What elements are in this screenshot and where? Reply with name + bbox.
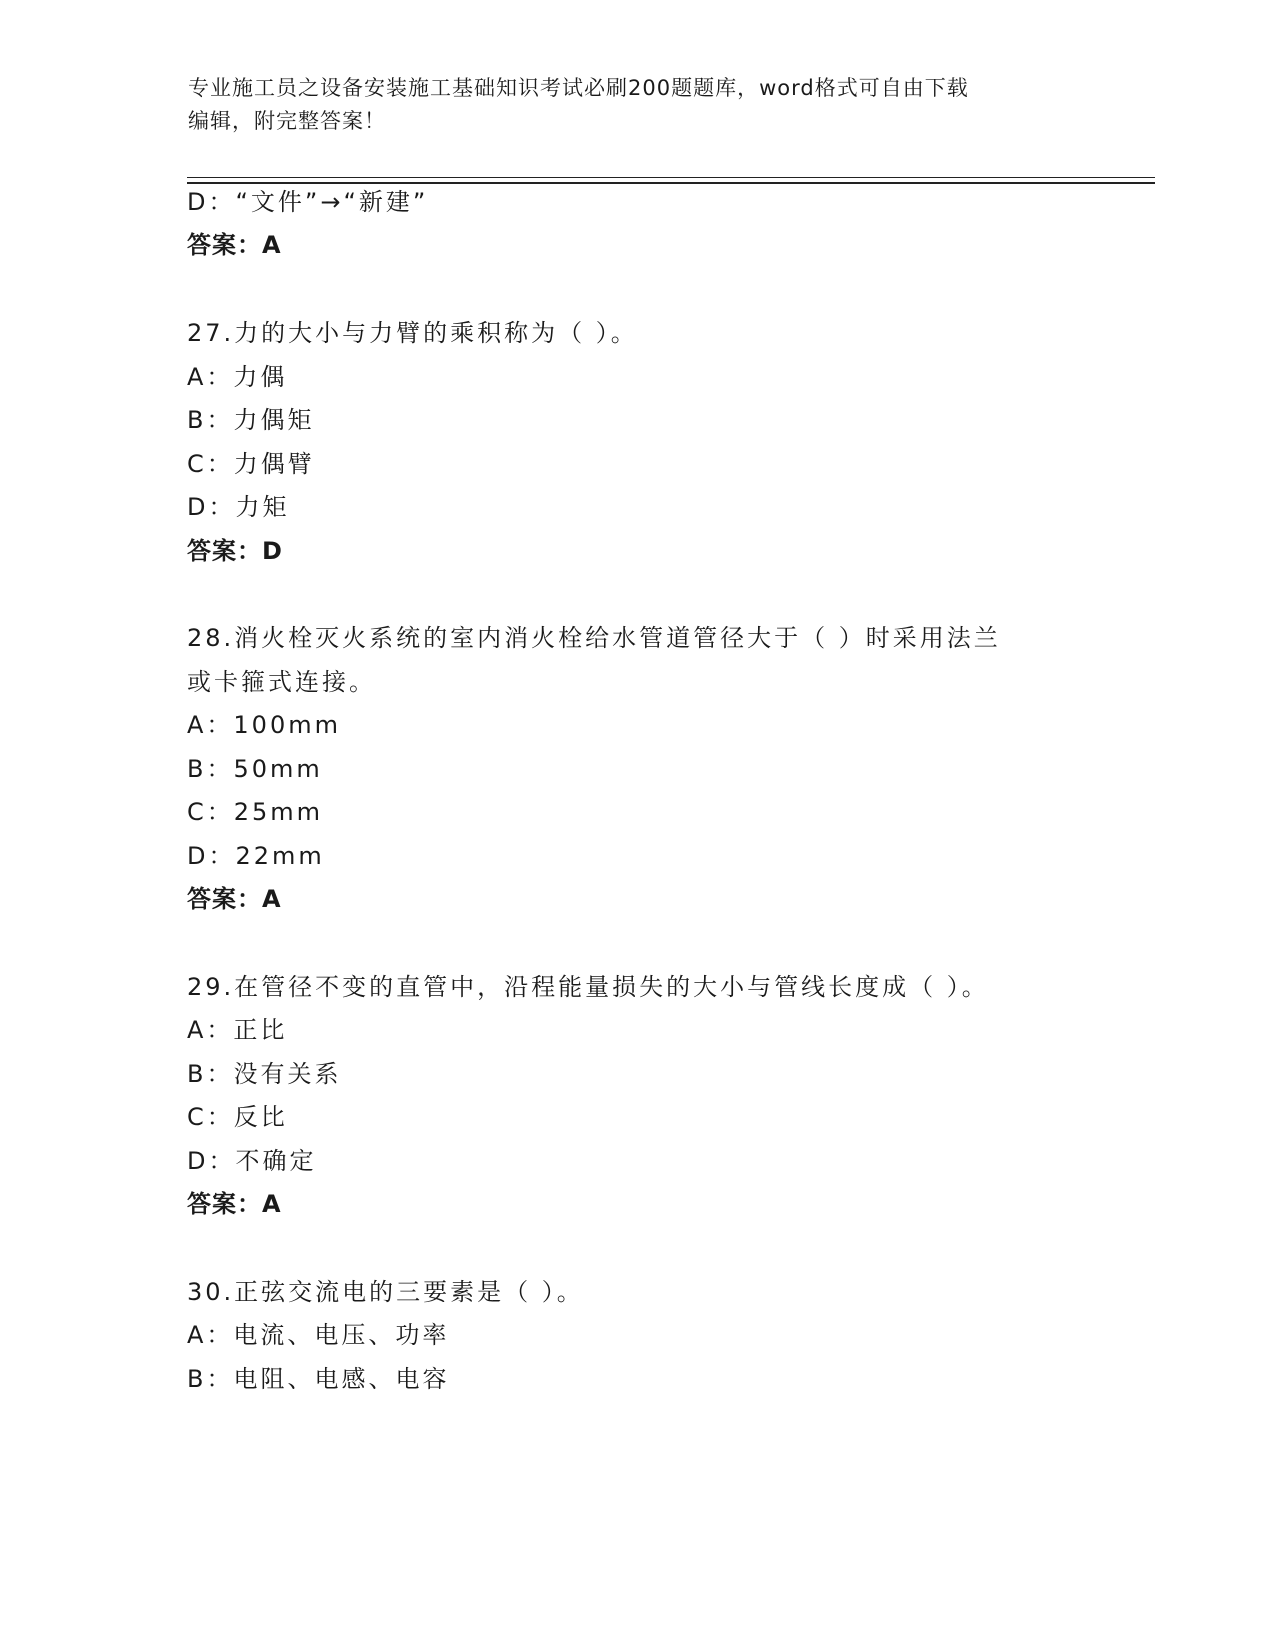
q28-stem-line-1: 28.消火栓灭火系统的室内消火栓给水管道管径大于（ ）时采用法兰	[187, 624, 1001, 652]
header-divider-thick	[187, 182, 1155, 184]
q28-answer: 答案：A	[187, 885, 282, 913]
q29-option-c: C：反比	[187, 1103, 288, 1131]
q29-stem: 29.在管径不变的直管中，沿程能量损失的大小与管线长度成（ ）。	[187, 973, 989, 1001]
prev-option-d: D：“文件”→“新建”	[187, 188, 429, 216]
q27-option-a: A：力偶	[187, 363, 288, 391]
document-header	[188, 72, 1088, 138]
q29-option-d: D：不确定	[187, 1147, 317, 1175]
q27-stem: 27.力的大小与力臂的乘积称为（ ）。	[187, 319, 638, 347]
header-title-line-1: 专业施工员之设备安装施工基础知识考试必刷200题题库，word格式可自由下载	[188, 76, 969, 100]
q30-option-b: B：电阻、电感、电容	[187, 1365, 450, 1393]
q29-answer: 答案：A	[187, 1190, 282, 1218]
q28-option-b: B：50mm	[187, 755, 323, 783]
q29-option-b: B：没有关系	[187, 1060, 342, 1088]
prev-answer: 答案：A	[187, 231, 282, 259]
q27-option-d: D：力矩	[187, 493, 290, 521]
q27-answer: 答案：D	[187, 537, 283, 565]
header-title-line-2: 编辑，附完整答案！	[188, 109, 386, 133]
q28-option-c: C：25mm	[187, 798, 324, 826]
q30-stem: 30.正弦交流电的三要素是（ ）。	[187, 1278, 584, 1306]
q27-option-b: B：力偶矩	[187, 406, 315, 434]
q28-option-d: D：22mm	[187, 842, 325, 870]
header-divider-thin	[187, 177, 1155, 178]
q27-option-c: C：力偶臂	[187, 450, 315, 478]
q28-stem-line-2: 或卡箍式连接。	[187, 668, 376, 696]
q30-option-a: A：电流、电压、功率	[187, 1321, 450, 1349]
q29-option-a: A：正比	[187, 1016, 288, 1044]
q28-option-a: A：100mm	[187, 711, 341, 739]
